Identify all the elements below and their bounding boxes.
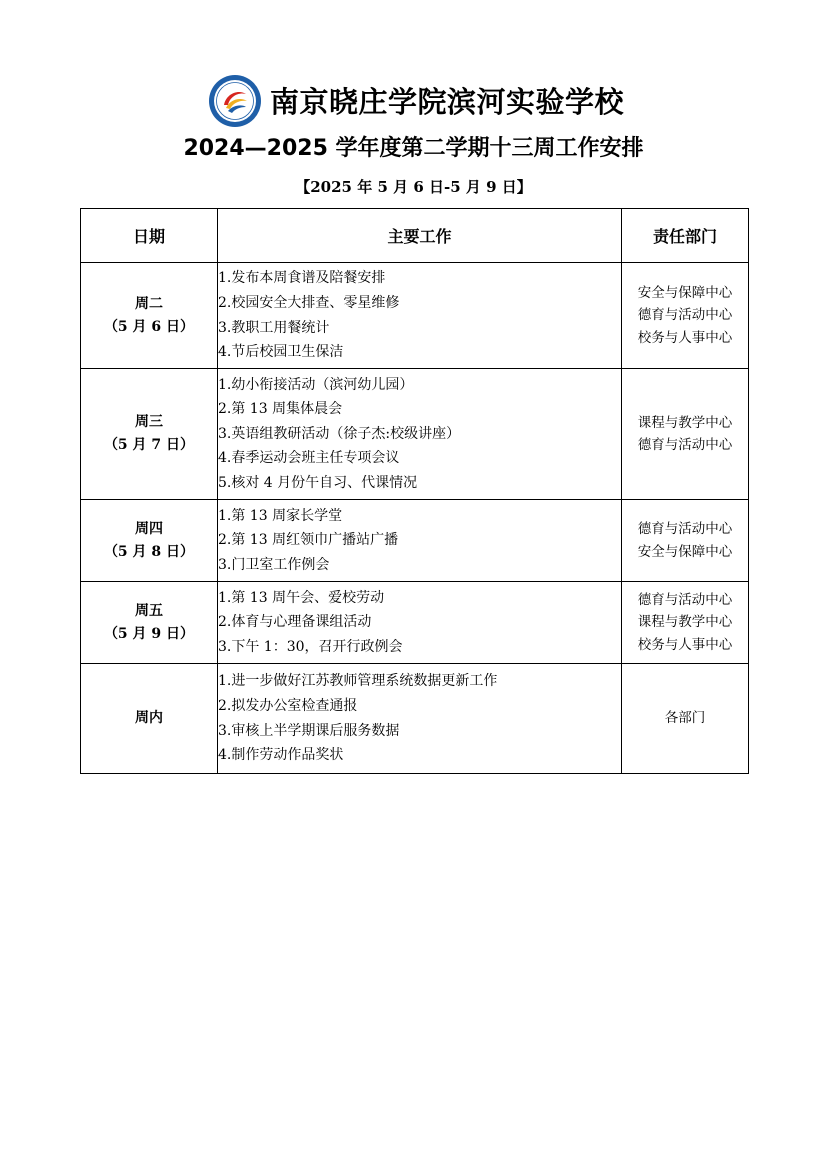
task-item: 5.核对 4 月份午自习、代课情况 [218,474,418,491]
table-row [81,369,749,500]
dept-item: 德育与活动中心 [637,307,733,324]
task-item: 3.审核上半学期课后服务数据 [218,722,400,739]
work-cell [218,664,622,774]
header [0,70,827,126]
task-item: 3.门卫室工作例会 [218,556,330,573]
header-dept: 责任部门 [622,209,749,263]
school-logo-icon [208,74,262,128]
day-cell [81,664,218,774]
task-item: 2.第 13 周集体晨会 [218,401,343,418]
dept-item: 安全与保障中心 [637,543,733,560]
dept-cell [622,263,749,369]
task-item: 1.第 13 周午会、爱校劳动 [218,589,385,606]
table-row [81,263,749,369]
dept-item: 各部门 [664,710,706,727]
day-cell [81,263,218,369]
dept-cell [622,582,749,664]
day-cell [81,500,218,582]
weekday-label: 周三 [135,414,163,430]
header-day: 日期 [81,209,218,263]
weekday-label: 周五 [135,602,163,619]
dept-cell [622,500,749,582]
page-title: 2024—2025 学年度第二学期十三周工作安排 [183,136,644,161]
date-label: （5 月 9 日） [103,625,195,642]
task-item: 2.体育与心理备课组活动 [218,614,372,631]
task-item: 1.幼小衔接活动（滨河幼儿园） [218,376,414,393]
weekday-label: 周四 [135,520,163,537]
work-cell [218,500,622,582]
header-work: 主要工作 [218,209,622,263]
task-item: 1.第 13 周家长学堂 [218,507,343,524]
table-row [81,582,749,664]
task-item: 3.下午 1：30，召开行政例会 [218,638,403,655]
task-item: 2.校园安全大排查、零星维修 [218,294,400,311]
task-item: 1.进一步做好江苏教师管理系统数据更新工作 [218,673,498,690]
dept-item: 安全与保障中心 [637,284,733,301]
task-item: 4.制作劳动作品奖状 [218,747,344,764]
table-header-row [81,209,749,263]
table-row [81,664,749,774]
dept-item: 德育与活动中心 [637,591,733,608]
date-label: （5 月 7 日） [103,437,195,453]
day-cell [81,369,218,500]
work-cell [218,582,622,664]
dept-item: 校务与人事中心 [637,636,733,653]
weekday-label: 周内 [135,710,163,726]
task-item: 4.节后校园卫生保洁 [218,344,344,361]
school-name: 南京晓庄学院滨河实验学校 [270,85,625,119]
task-item: 2.第 13 周红领巾广播站广播 [218,532,399,549]
date-range: 【2025 年 5 月 6 日-5 月 9 日】 [295,178,532,196]
task-item: 3.教职工用餐统计 [218,319,330,336]
dept-cell [622,369,749,500]
schedule-table [80,208,749,774]
work-cell [218,369,622,500]
dept-item: 课程与教学中心 [637,614,733,631]
day-cell [81,582,218,664]
weekday-label: 周二 [135,295,163,312]
work-cell [218,263,622,369]
task-item: 4.春季运动会班主任专项会议 [218,450,400,467]
date-label: （5 月 6 日） [103,318,195,335]
task-item: 2.拟发办公室检查通报 [218,697,358,714]
dept-item: 德育与活动中心 [637,521,733,537]
task-item: 3.英语组教研活动（徐子杰:校级讲座） [218,425,461,442]
dept-item: 课程与教学中心 [637,414,733,431]
dept-item: 校务与人事中心 [637,329,733,346]
dept-cell [622,664,749,774]
table-row [81,500,749,582]
date-label: （5 月 8 日） [103,543,195,560]
dept-item: 德育与活动中心 [637,437,733,453]
task-item: 1.发布本周食谱及陪餐安排 [218,270,386,287]
